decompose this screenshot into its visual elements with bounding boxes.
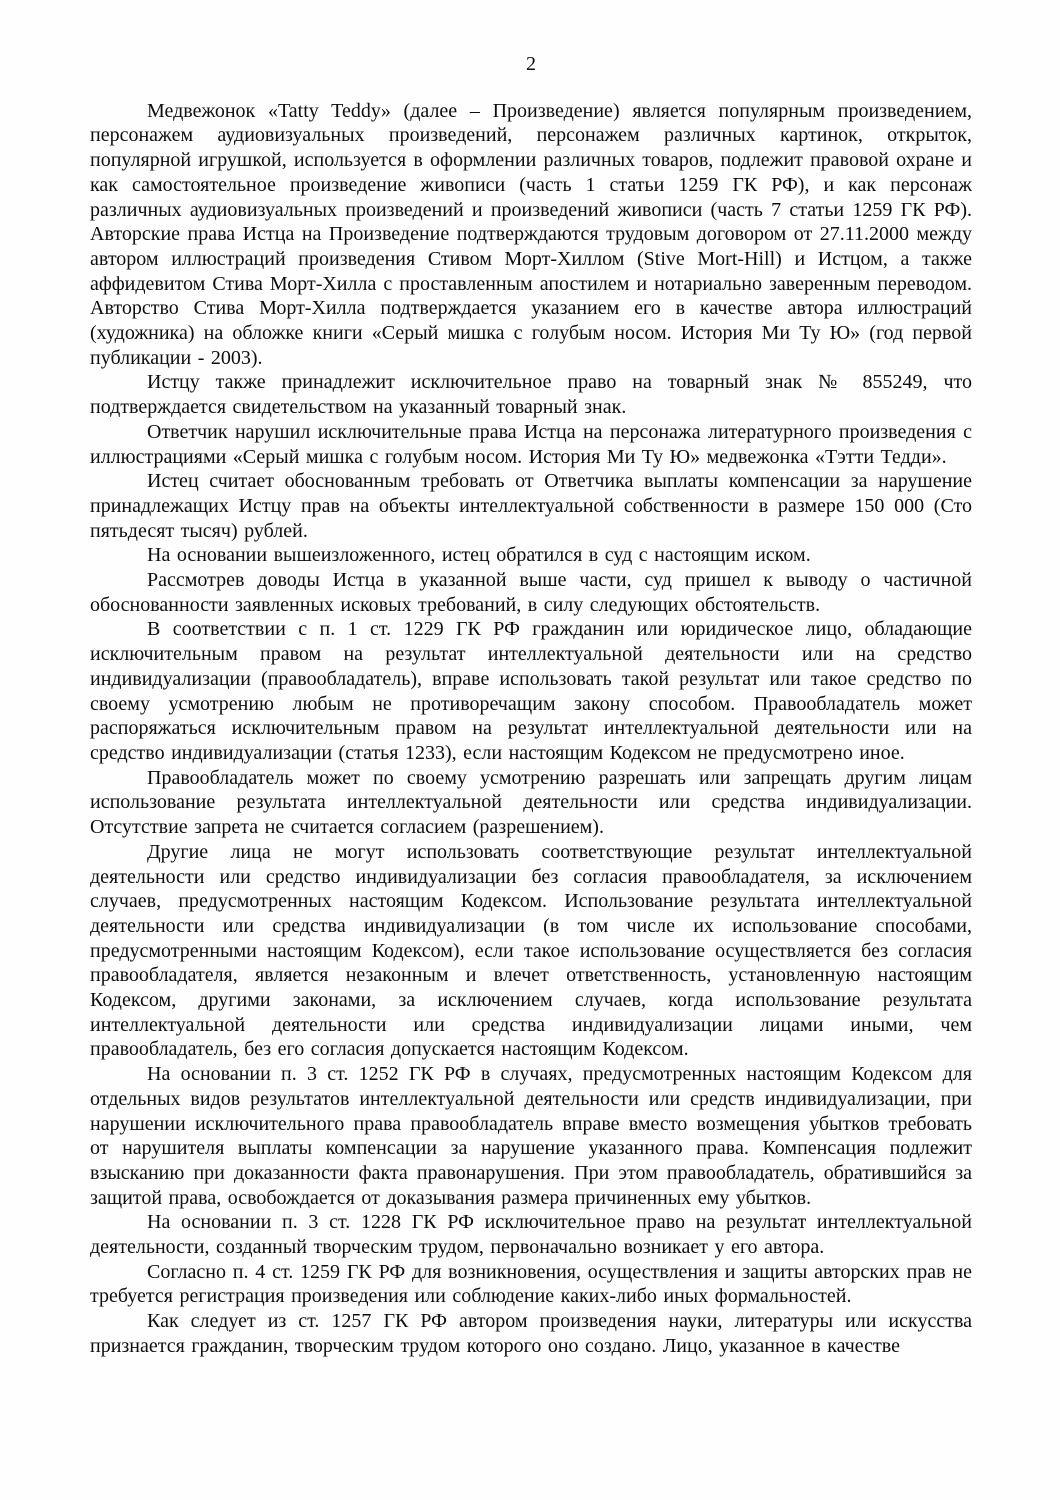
paragraph: На основании вышеизложенного, истец обратился в суд с настоящим иском.: [147, 544, 811, 567]
paragraph: Медвежонок «Tatty Teddy» (далее – Произведение) является популярным произведением, персонажем аудиовизуальных произведений, персонажем различных картинок, открыток, популярной игрушкой, используется в оформлении различных товаров, подлежит правовой охране и как самостоятельное произведение живописи (часть 1 статьи 1259 ГК РФ), и как персонаж различных аудиовизуальных произведений и произведений живописи (часть 7 статьи 1259 ГК РФ). Авторские права Истца на Произведение подтверждаются трудовым договором от 27.11.2000 между автором иллюстраций произведения Стивом Морт-Хиллом (Stive Mort-Hill) и Истцом, а также аффидевитом Стива Морт-Хилла с проставленным апостилем и нотариально заверенным переводом. Авторство Стива Морт-Хилла подтверждается указанием его в качестве автора иллюстраций (художника) на обложке книги «Серый мишка с голубым носом. История Ми Ту Ю» (год первой публикации - 2003).: [90, 99, 972, 369]
paragraph: Другие лица не могут использовать соответствующие результат интеллектуальной деятельности или средство индивидуализации без согласия правообладателя, за исключением случаев, предусмотренных настоящим Кодексом. Использование результата интеллектуальной деятельности или средства индивидуализации (в том числе их использование способами, предусмотренными настоящим Кодексом), если такое использование осуществляется без согласия правообладателя, является незаконным и влечет ответственность, установленную настоящим Кодексом, другими законами, за исключением случаев, когда использование результата интеллектуальной деятельности или средства индивидуализации лицами иными, чем правообладатель, без его согласия допускается настоящим Кодексом.: [90, 840, 972, 1061]
paragraph: Ответчик нарушил исключительные права Истца на персонажа литературного произведения с иллюстрациями «Серый мишка с голубым носом. История Ми Ту Ю» медвежонка «Тэтти Тедди».: [90, 420, 972, 468]
paragraph: Истец считает обоснованным требовать от Ответчика выплаты компенсации за нарушение принадлежащих Истцу прав на объекты интеллектуальной собственности в размере 150 000 (Сто пятьдесят тысяч) рублей.: [90, 470, 972, 542]
paragraph: Правообладатель может по своему усмотрению разрешать или запрещать другим лицам использование результата интеллектуальной деятельности или средства индивидуализации. Отсутствие запрета не считается согласием (разрешением).: [90, 766, 972, 839]
document-body: [90, 99, 972, 1359]
paragraph: Рассмотрев доводы Истца в указанной выше части, суд пришел к выводу о частичной обоснованности заявленных исковых требований, в силу следующих обстоятельств.: [90, 569, 972, 616]
paragraph: Согласно п. 4 ст. 1259 ГК РФ для возникновения, осуществления и защиты авторских прав не требуется регистрация произведения или соблюдение каких-либо иных формальностей.: [90, 1260, 972, 1308]
page-number: 2: [526, 53, 536, 75]
paragraph: В соответствии с п. 1 ст. 1229 ГК РФ гражданин или юридическое лицо, обладающие исключительным правом на результат интеллектуальной деятельности или на средство индивидуализации (правообладатель), вправе использовать такой результат или такое средство по своему усмотрению любым не противоречащим закону способом. Правообладатель может распоряжаться исключительным правом на результат интеллектуальной деятельности или на средство индивидуализации (статья 1233), если настоящим Кодексом не предусмотрено иное.: [90, 618, 972, 764]
paragraph: На основании п. 3 ст. 1252 ГК РФ в случаях, предусмотренных настоящим Кодексом для отдельных видов результатов интеллектуальной деятельности или средств индивидуализации, при нарушении исключительного права правообладатель вправе вместо возмещения убытков требовать от нарушителя выплаты компенсации за нарушение указанного права. Компенсация подлежит взысканию при доказанности факта правонарушения. При этом правообладатель, обратившийся за защитой права, освобождается от доказывания размера причиненных ему убытков.: [90, 1063, 972, 1209]
paragraph: Истцу также принадлежит исключительное право на товарный знак № 855249, что подтверждается свидетельством на указанный товарный знак.: [90, 371, 972, 419]
paragraph: Как следует из ст. 1257 ГК РФ автором произведения науки, литературы или искусства признается гражданин, творческим трудом которого оно создано. Лицо, указанное в качестве: [90, 1310, 972, 1357]
paragraph: На основании п. 3 ст. 1228 ГК РФ исключительное право на результат интеллектуальной деятельности, созданный творческим трудом, первоначально возникает у его автора.: [90, 1211, 972, 1259]
